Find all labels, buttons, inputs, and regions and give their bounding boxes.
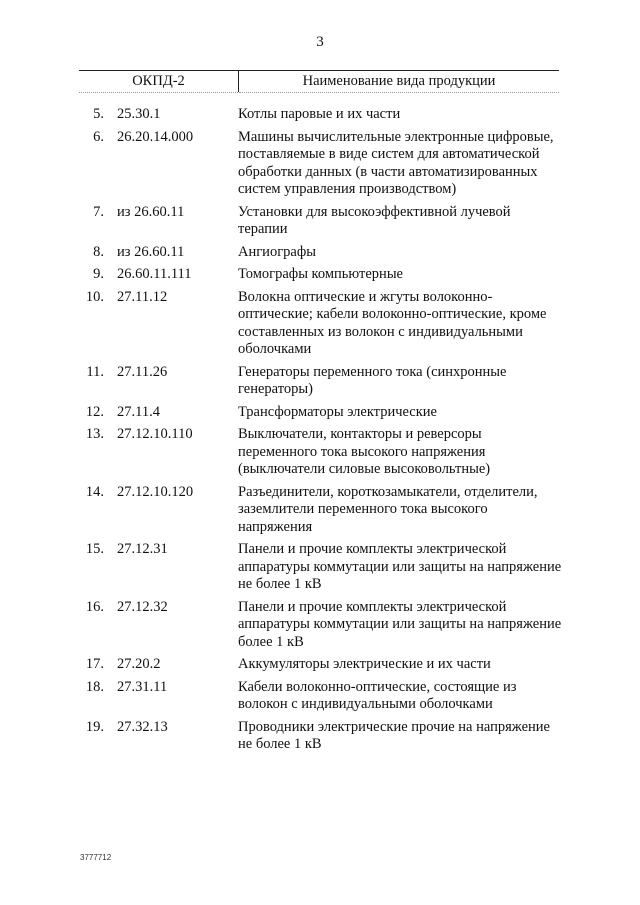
row-number: 5. xyxy=(93,106,104,122)
table-row xyxy=(0,129,640,199)
row-okpd-code: 26.60.11.111 xyxy=(117,266,192,282)
table-row xyxy=(0,656,640,674)
row-okpd-code: 27.11.12 xyxy=(117,288,168,305)
row-number: 11. xyxy=(86,363,104,380)
header-underline-right xyxy=(239,92,559,93)
row-product-name: Трансформаторы электрические xyxy=(238,403,437,420)
table-row xyxy=(0,484,640,537)
row-number: 18. xyxy=(85,678,104,695)
row-number: 15. xyxy=(85,541,104,557)
row-number: 10. xyxy=(85,288,104,305)
product-list xyxy=(0,106,640,759)
row-product-name: Разъединители, короткозамыкатели, отделители, заземлители переменного тока высокого напряжения xyxy=(238,483,538,535)
row-number: 17. xyxy=(85,656,104,672)
row-number: 7. xyxy=(93,203,104,220)
row-okpd-code: 27.31.11 xyxy=(117,678,168,695)
row-number: 9. xyxy=(93,266,104,282)
table-row xyxy=(0,599,640,652)
page-number: 3 xyxy=(316,34,324,50)
header-code-column: ОКПД-2 xyxy=(132,73,185,89)
header-underline-left xyxy=(79,92,238,93)
row-okpd-code: из 26.60.11 xyxy=(117,243,185,260)
table-row xyxy=(0,426,640,479)
row-number: 19. xyxy=(85,718,104,735)
table-row xyxy=(0,204,640,239)
row-number: 6. xyxy=(93,128,104,145)
table-row xyxy=(0,719,640,754)
row-number: 14. xyxy=(85,483,104,500)
row-product-name: Панели и прочие комплекты электрической аппаратуры коммутации или защиты на напряжение более 1 кВ xyxy=(238,598,562,650)
row-okpd-code: 27.12.10.110 xyxy=(117,426,193,442)
table-row xyxy=(0,244,640,262)
row-product-name: Ангиографы xyxy=(238,243,316,260)
row-product-name: Панели и прочие комплекты электрической аппаратуры коммутации или защиты на напряжение не более 1 кВ xyxy=(238,541,562,592)
row-number: 12. xyxy=(85,403,104,420)
row-product-name: Кабели волоконно-оптические, состоящие из волокон с индивидуальными оболочками xyxy=(238,678,517,712)
table-row xyxy=(0,266,640,284)
row-product-name: Выключатели, контакторы и реверсоры переменного тока высокого напряжения (выключатели силовые высоковольтные) xyxy=(238,426,491,477)
row-okpd-code: 25.30.1 xyxy=(117,106,161,122)
row-okpd-code: из 26.60.11 xyxy=(117,203,185,220)
row-okpd-code: 27.11.4 xyxy=(117,403,160,420)
table-row xyxy=(0,541,640,594)
row-okpd-code: 26.20.14.000 xyxy=(117,128,194,145)
row-number: 13. xyxy=(85,426,104,442)
table-row xyxy=(0,106,640,124)
table-row xyxy=(0,679,640,714)
row-product-name: Волокна оптические и жгуты волоконно-оптические; кабели волоконно-оптические, кроме составленных из волокон с индивидуальными оболочками xyxy=(238,288,547,357)
row-product-name: Проводники электрические прочие на напряжение не более 1 кВ xyxy=(238,718,550,752)
row-okpd-code: 27.11.26 xyxy=(117,363,168,380)
row-product-name: Генераторы переменного тока (синхронные генераторы) xyxy=(238,363,507,397)
table-row xyxy=(0,289,640,359)
row-product-name: Котлы паровые и их части xyxy=(238,106,401,122)
table-row xyxy=(0,364,640,399)
row-product-name: Машины вычислительные электронные цифровые, поставляемые в виде систем для автоматической обработки данных (в части автоматизированных систем управления производством) xyxy=(238,128,554,197)
table-header xyxy=(79,70,559,93)
row-okpd-code: 27.32.13 xyxy=(117,718,168,735)
row-product-name: Установки для высокоэффективной лучевой терапии xyxy=(238,203,511,237)
row-okpd-code: 27.12.10.120 xyxy=(117,483,194,500)
document-id: 3777712 xyxy=(80,853,112,862)
table-row xyxy=(0,404,640,422)
header-name-column: Наименование вида продукции xyxy=(302,73,496,89)
row-product-name: Томографы компьютерные xyxy=(238,266,403,282)
row-number: 16. xyxy=(85,598,104,615)
row-okpd-code: 27.20.2 xyxy=(117,656,161,672)
row-okpd-code: 27.12.31 xyxy=(117,541,168,557)
row-number: 8. xyxy=(93,243,104,260)
row-product-name: Аккумуляторы электрические и их части xyxy=(238,656,491,672)
row-okpd-code: 27.12.32 xyxy=(117,598,168,615)
